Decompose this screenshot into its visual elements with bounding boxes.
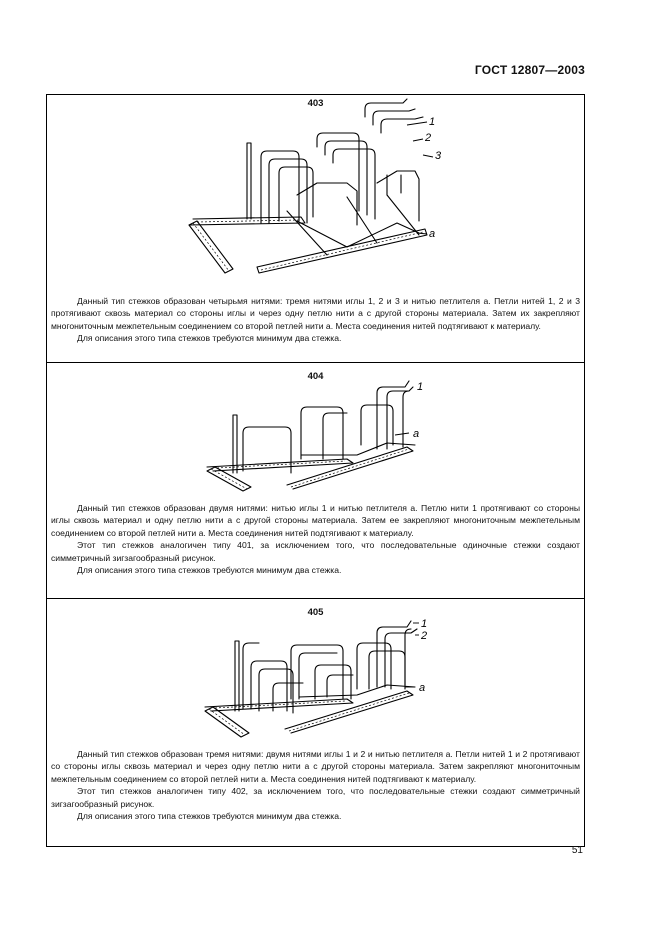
stitch-description-403 xyxy=(51,295,580,345)
document-header: ГОСТ 12807—2003 xyxy=(474,63,585,77)
thread-label-a: a xyxy=(429,228,436,240)
thread-label-3: 3 xyxy=(435,150,442,162)
stitch-diagram-403 xyxy=(47,95,584,295)
thread-label-1: 1 xyxy=(421,618,428,630)
description-paragraph: Для описания этого типа стежков требуются минимум два стежка. xyxy=(77,565,342,576)
stitch-type-number: 403 xyxy=(307,98,324,109)
thread-label-2: 2 xyxy=(421,630,428,642)
thread-label-1: 1 xyxy=(417,381,424,393)
description-paragraph: Этот тип стежков аналогичен типу 402, за исключением того, что последовательные стежки создают симметричный зигзагообразный рисунок. xyxy=(51,786,580,809)
stitch-diagram-404 xyxy=(47,363,584,499)
thread-label-a: a xyxy=(413,428,420,440)
thread-label-2: 2 xyxy=(425,132,432,144)
stitch-section-405 xyxy=(47,599,584,846)
stitch-section-403 xyxy=(47,95,584,363)
stitch-type-number: 405 xyxy=(307,607,324,618)
description-paragraph: Для описания этого типа стежков требуются минимум два стежка. xyxy=(77,811,342,822)
stitch-table xyxy=(46,94,585,847)
description-paragraph: Этот тип стежков аналогичен типу 401, за исключением того, что последовательные одиночные стежки создают симметричный зигзагообразный рисунок. xyxy=(51,540,580,563)
stitch-diagram-405 xyxy=(47,599,584,745)
page-number: 51 xyxy=(571,845,583,856)
description-paragraph: Данный тип стежков образован тремя нитями: двумя нитями иглы 1 и 2 и нитью петлителя a. Петли нитей 1 и 2 протягивают со стороны иглы сквозь материал и через одну петлю нити a с другой стороны материала. Затем закрепляют многониточным межпетельным соединением со второй петлей нити a. Места соединения нитей подтягивают к материалу. xyxy=(51,749,580,784)
description-paragraph: Данный тип стежков образован четырьмя нитями: тремя нитями иглы 1, 2 и 3 и нитью петлителя a. Петли нитей 1, 2 и 3 протягивают сквозь материал со стороны иглы и через одну петлю нити a с другой стороны материала. Затем их закрепляют многониточным межпетельным соединением со второй петлей нити a. Места соединения нитей подтягивают к материалу. xyxy=(51,296,580,331)
description-paragraph: Данный тип стежков образован двумя нитями: нитью иглы 1 и нитью петлителя a. Петлю нити 1 протягивают со стороны иглы сквозь материал и одну петлю нити a с другой стороны материала. Затем ее закрепляют многониточным межпетельным соединением со второй петлей нити a. Места соединения нитей подтягивают к материалу. xyxy=(51,503,580,538)
stitch-description-404 xyxy=(51,502,580,576)
description-paragraph: Для описания этого типа стежков требуются минимум два стежка. xyxy=(77,333,342,344)
stitch-section-404 xyxy=(47,363,584,599)
thread-label-a: a xyxy=(419,682,426,694)
stitch-description-405 xyxy=(51,748,580,822)
stitch-type-number: 404 xyxy=(307,371,324,382)
thread-label-1: 1 xyxy=(429,116,436,128)
